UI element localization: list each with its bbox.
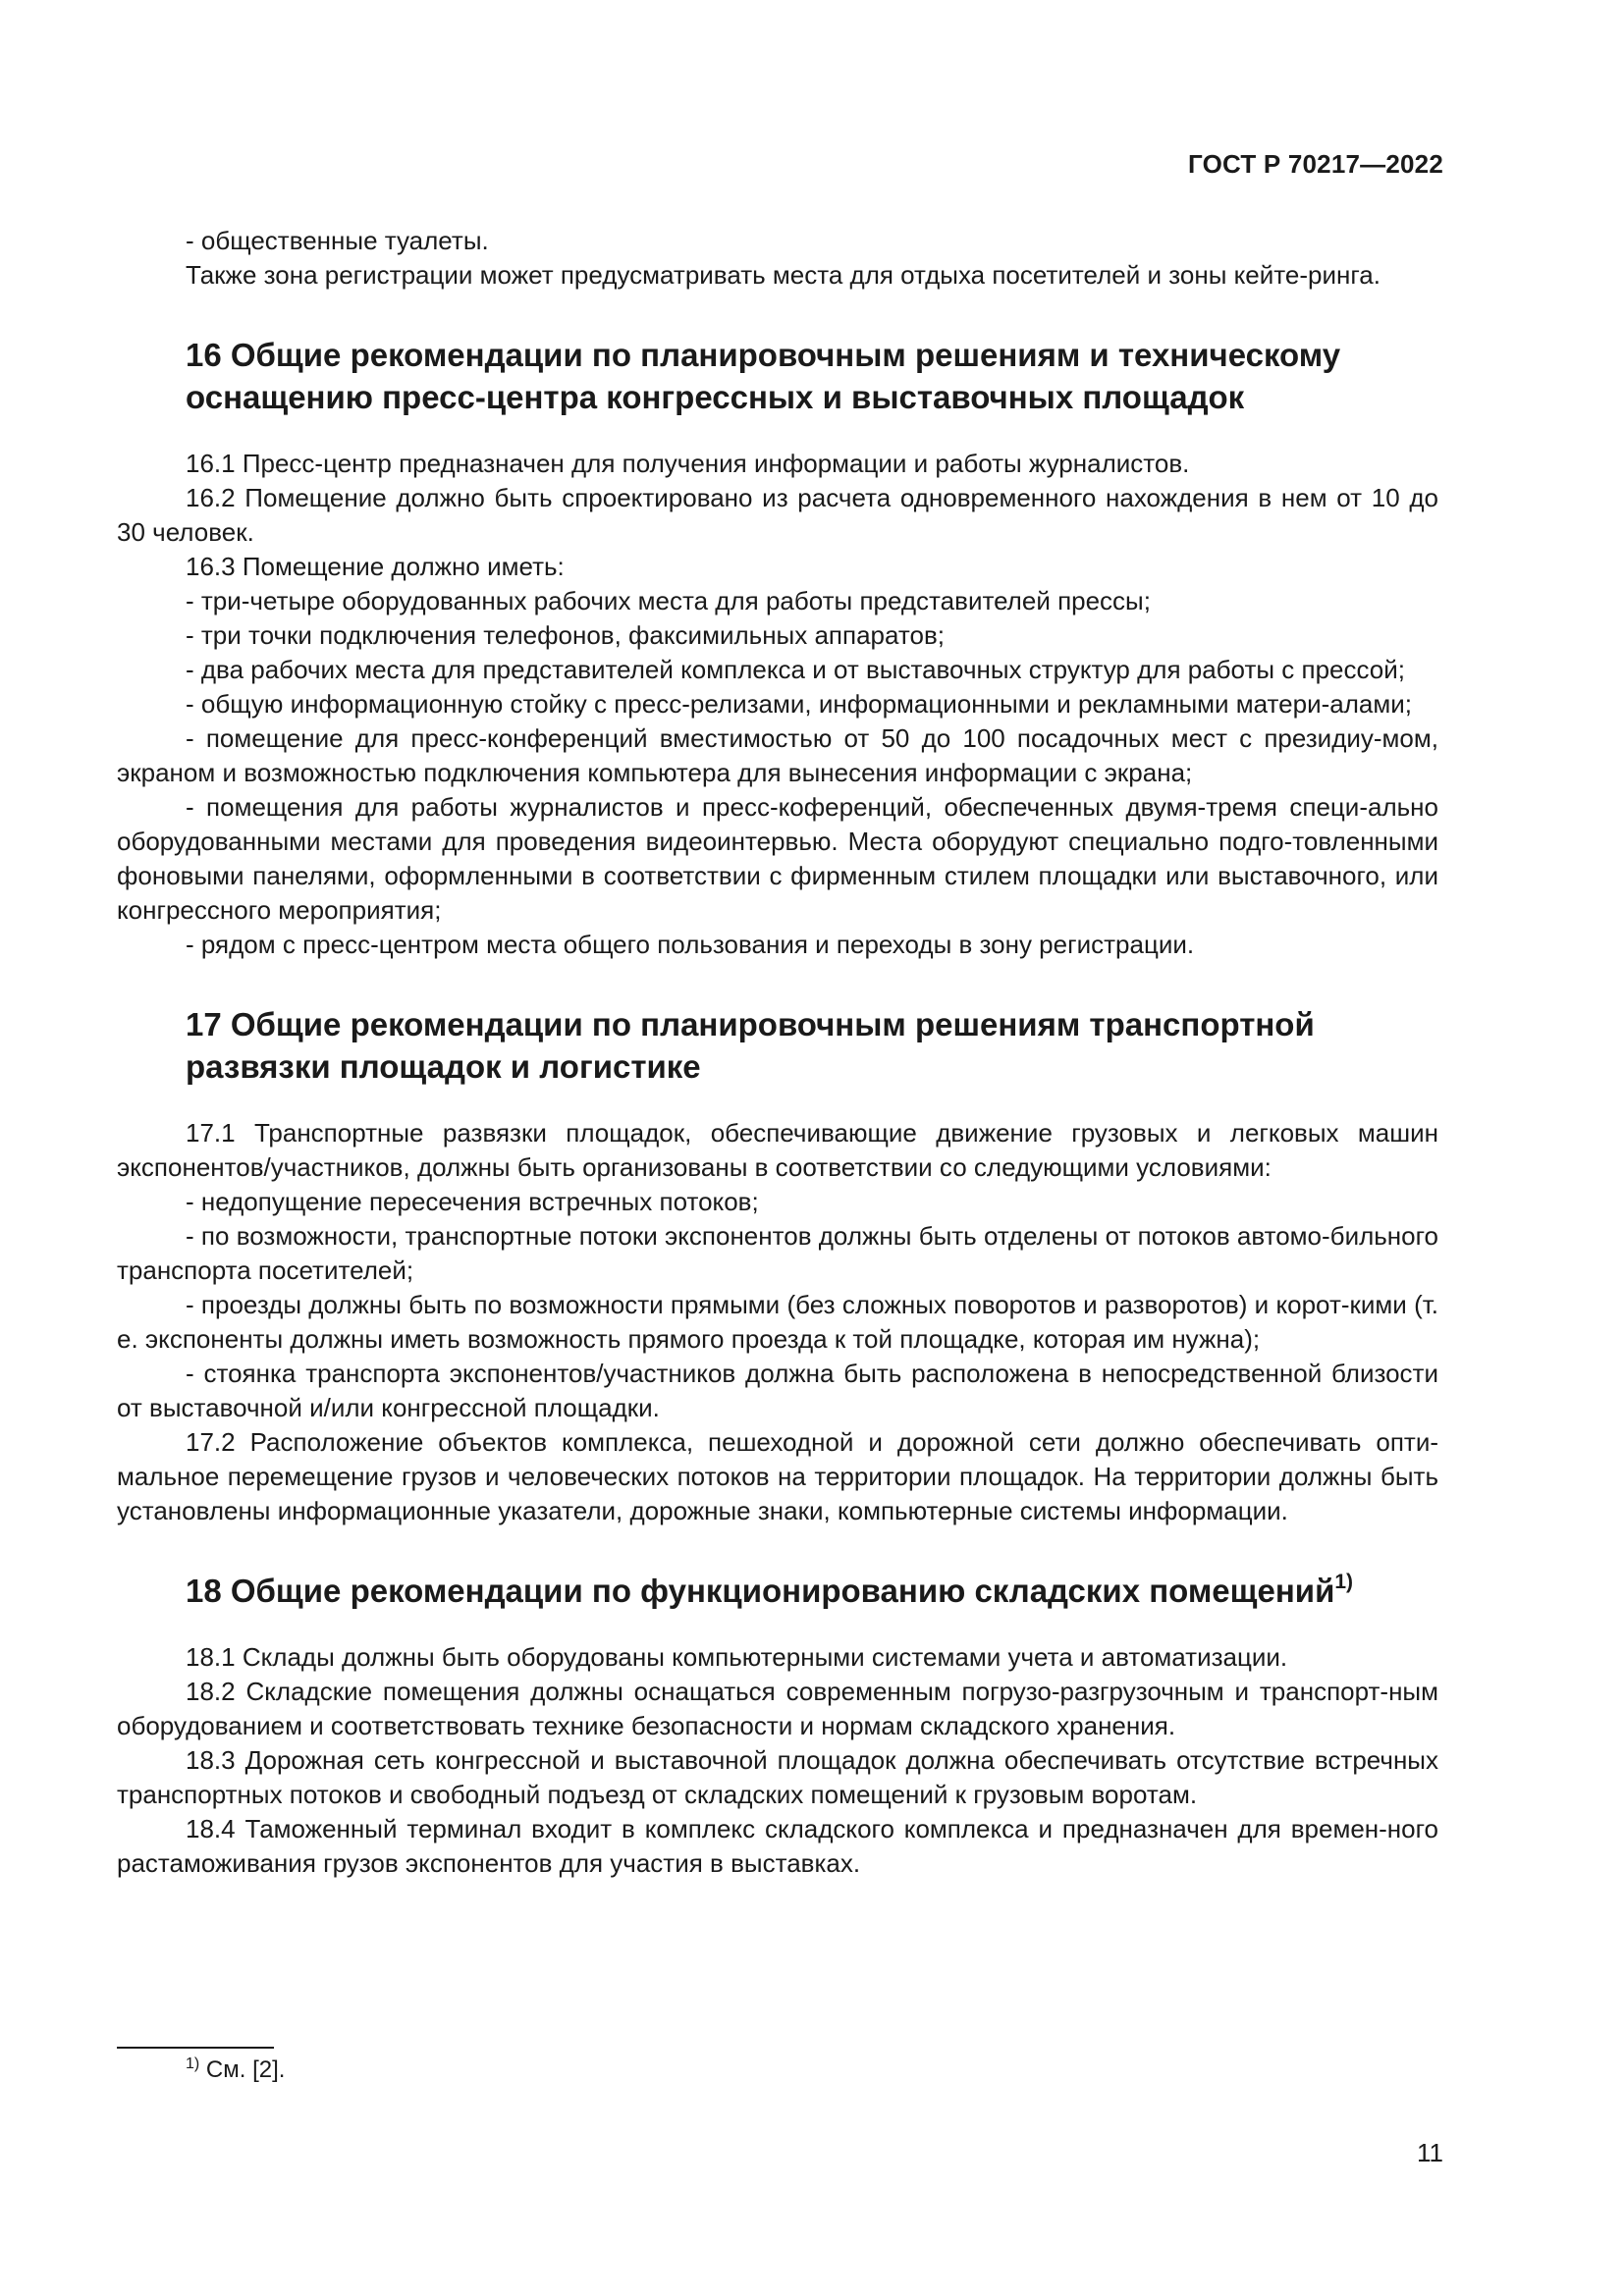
list-item: - три-четыре оборудованных рабочих места для работы представителей прессы; [186, 586, 1151, 615]
list-item: - помещения для работы журналистов и пресс-коференций, обеспеченных двумя-тремя специ-ально оборудованными местами для проведения видеоинтервью. Места оборудуют специально подго-товленными фоновыми панелями, оформленными в соответствии с фирменным стилем площадки или выставочного, или конгрессного мероприятия; [117, 792, 1438, 925]
intro-block [117, 224, 1438, 293]
list-item: - два рабочих места для представителей комплекса и от выставочных структур для работы с прессой; [186, 655, 1405, 684]
list-item: - по возможности, транспортные потоки экспонентов должны быть отделены от потоков автомо-бильного транспорта посетителей; [117, 1221, 1438, 1285]
list-item: - недопущение пересечения встречных потоков; [186, 1187, 759, 1216]
paragraph: 18.1 Склады должны быть оборудованы компьютерными системами учета и автоматизации. [186, 1642, 1288, 1672]
list-item: - рядом с пресс-центром места общего пользования и переходы в зону регистрации. [186, 930, 1195, 959]
document-body [117, 224, 1438, 1881]
footnote [186, 2056, 285, 2085]
paragraph: 17.2 Расположение объектов комплекса, пешеходной и дорожной сети должно обеспечивать опти-мальное перемещение грузов и человеческих потоков на территории площадок. На территории должны быть установлены информационные указатели, дорожные знаки, компьютерные системы информации. [117, 1427, 1438, 1525]
list-item: - проезды должны быть по возможности прямыми (без сложных поворотов и разворотов) и корот-кими (т. е. экспоненты должны иметь возможность прямого проезда к той площадке, которая им нужна); [117, 1290, 1438, 1354]
section-heading [186, 1570, 1438, 1612]
list-item: - три точки подключения телефонов, факсимильных аппаратов; [186, 620, 946, 650]
footnote-text: См. [2]. [205, 2056, 286, 2083]
paragraph: 16.2 Помещение должно быть спроектировано из расчета одновременного нахождения в нем от 10 до 30 человек. [117, 483, 1438, 547]
list-item: - помещение для пресс-конференций вместимостью от 50 до 100 посадочных мест с президиу-мом, экраном и возможностью подключения компьютера для вынесения информации с экрана; [117, 723, 1438, 787]
footnote-marker: 1) [186, 2056, 200, 2072]
paragraph: 16.1 Пресс-центр предназначен для получения информации и работы журналистов. [186, 449, 1190, 478]
section-heading-text: 18 Общие рекомендации по функционированию складских помещений [186, 1573, 1335, 1609]
page-number: 11 [1417, 2138, 1443, 2167]
footnote-divider [117, 2047, 274, 2049]
paragraph: 17.1 Транспортные развязки площадок, обеспечивающие движение грузовых и легковых машин экспонентов/участников, должны быть организованы в соответствии со следующими условиями: [117, 1118, 1438, 1182]
section-heading: 16 Общие рекомендации по планировочным решениям и техническому оснащению пресс-центра конгрессных и выставочных площадок [186, 337, 1341, 415]
footnote-reference[interactable]: 1) [1334, 1571, 1354, 1593]
paragraph: 18.2 Складские помещения должны оснащаться современным погрузо-разгрузочным и транспорт-ным оборудованием и соответствовать технике безопасности и нормам складского хранения. [117, 1677, 1438, 1740]
list-item: - общую информационную стойку с пресс-релизами, информационными и рекламными матери-алами; [186, 689, 1412, 719]
list-item: - стоянка транспорта экспонентов/участников должна быть расположена в непосредственной близости от выставочной и/или конгрессной площадки. [117, 1359, 1438, 1422]
paragraph: Также зона регистрации может предусматривать места для отдыха посетителей и зоны кейте-ринга. [186, 260, 1380, 290]
section-heading: 17 Общие рекомендации по планировочным решениям транспортной развязки площадок и логистике [186, 1006, 1315, 1085]
paragraph: 16.3 Помещение должно иметь: [186, 552, 565, 581]
document-code-header: ГОСТ Р 70217—2022 [1188, 149, 1443, 179]
section-17 [117, 1003, 1438, 1528]
paragraph: - общественные туалеты. [186, 226, 489, 255]
paragraph: 18.4 Таможенный терминал входит в комплекс складского комплекса и предназначен для времен-ного растаможивания грузов экспонентов для участия в выставках. [117, 1814, 1438, 1878]
section-16 [117, 334, 1438, 962]
section-18 [117, 1570, 1438, 1881]
paragraph: 18.3 Дорожная сеть конгрессной и выставочной площадок должна обеспечивать отсутствие встречных транспортных потоков и свободный подъезд от складских помещений к грузовым воротам. [117, 1745, 1438, 1809]
